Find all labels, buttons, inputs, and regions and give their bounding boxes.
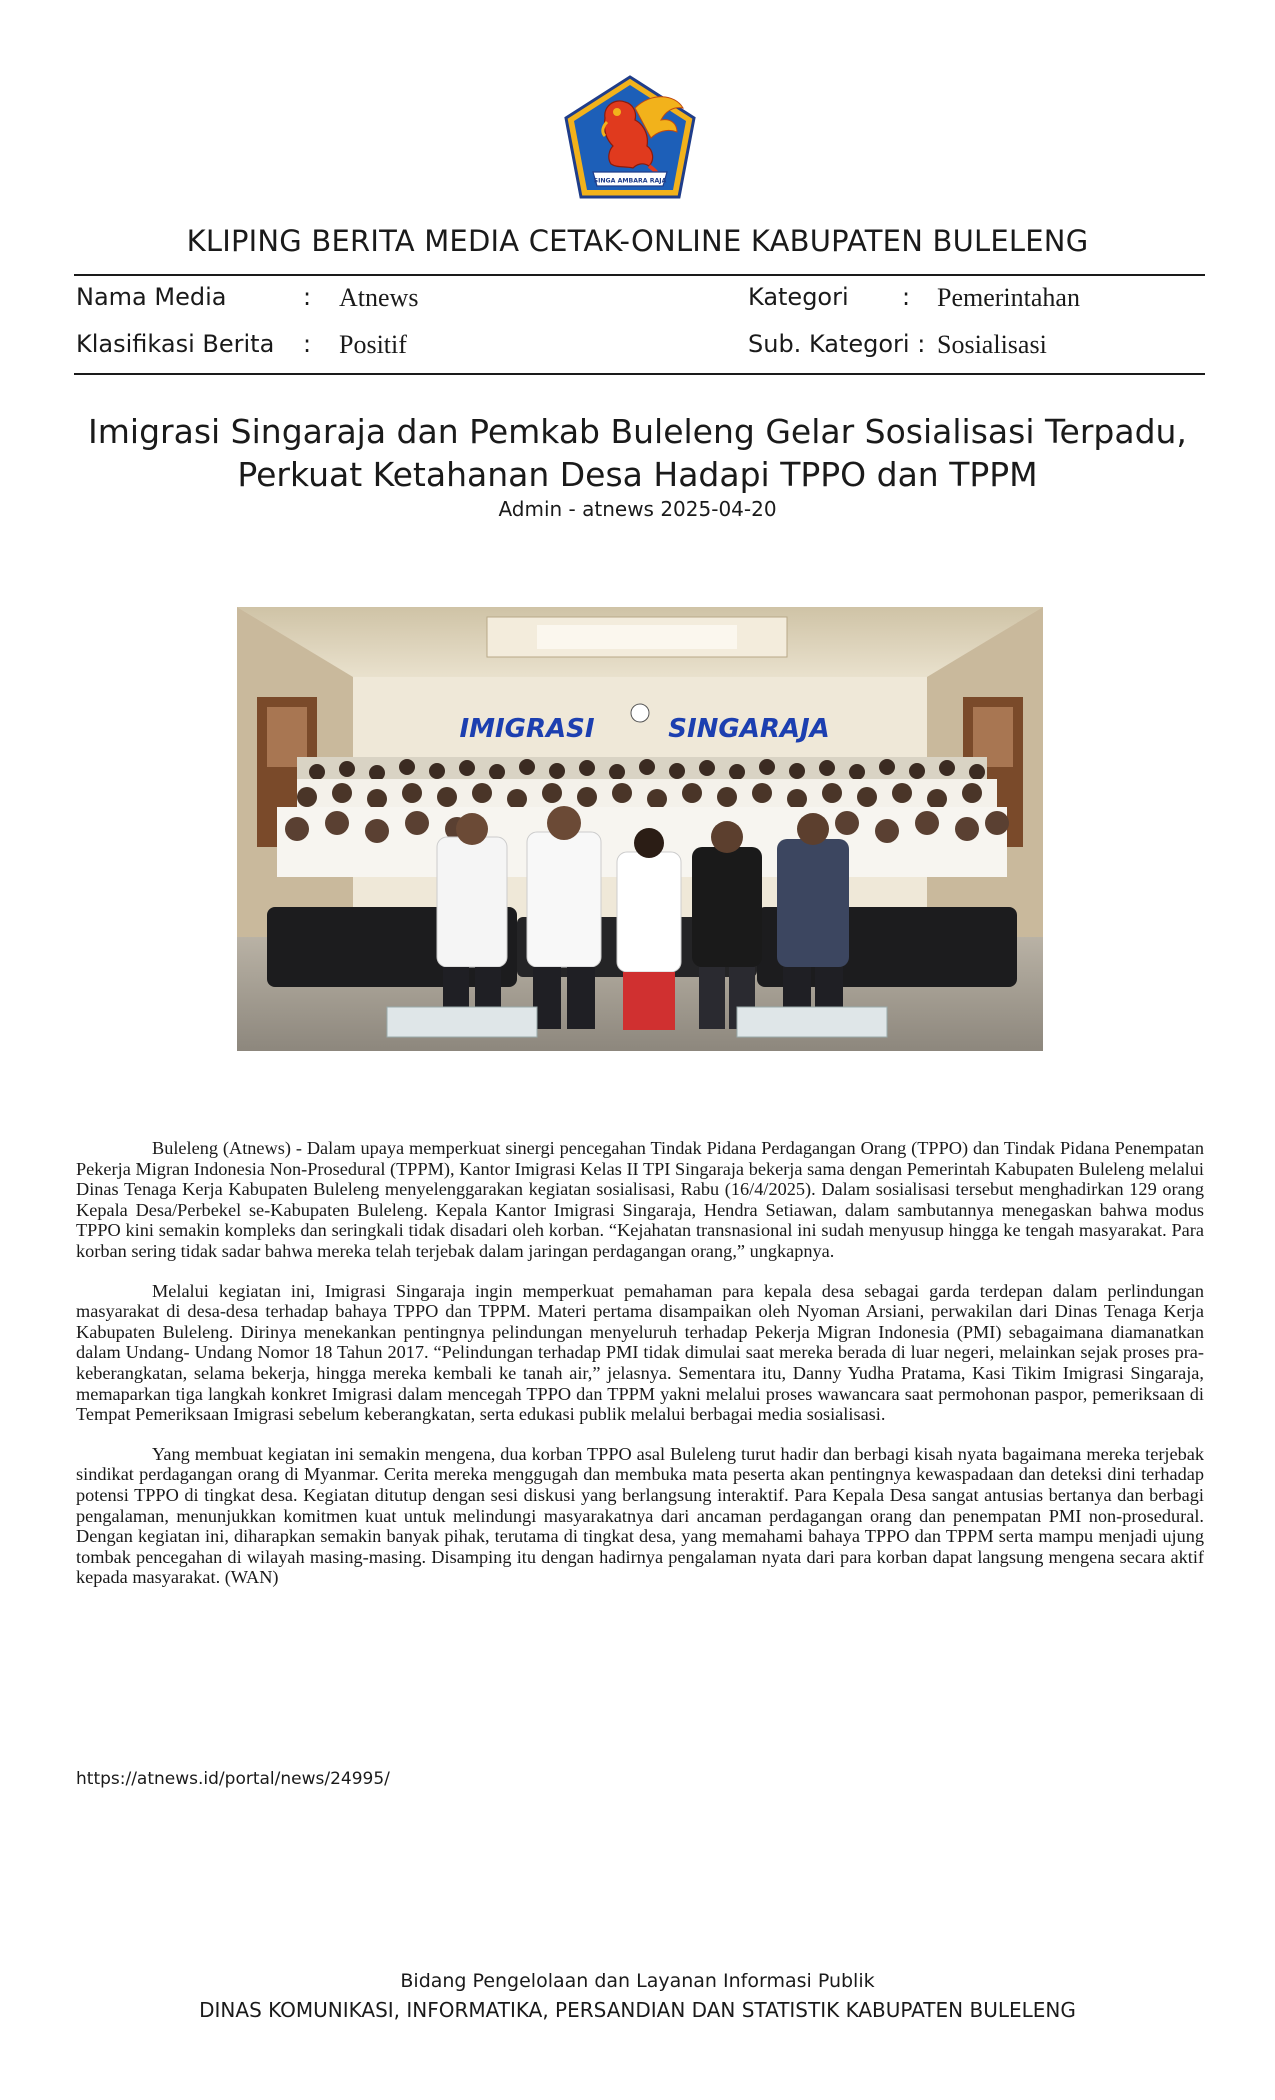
media-label: Nama Media [76, 283, 227, 311]
emblem-icon [563, 74, 697, 200]
article-title-line2: Perkuat Ketahanan Desa Hadapi TPPO dan TPPM [237, 455, 1038, 494]
article-body [76, 1138, 1204, 1607]
article-paragraph: Buleleng (Atnews) - Dalam upaya memperkuat sinergi pencegahan Tindak Pidana Perdagangan Orang (TPPO) dan Tindak Pidana Penempatan Pekerja Migran Indonesia Non-Prosedural (TPPM), Kantor Imigrasi Kelas II TPI Singaraja bekerja sama dengan Pemerintah Kabupaten Buleleng melalui Dinas Tenaga Kerja Kabupaten Buleleng menyelenggarakan kegiatan sosialisasi, Rabu (16/4/2025). Dalam sosialisasi tersebut menghadirkan 129 orang Kepala Desa/Perbekel se-Kabupaten Buleleng. Kepala Kantor Imigrasi Singaraja, Hendra Setiawan, dalam sambutannya menegaskan bahwa modus TPPO kini semakin kompleks dan seringkali tidak disadari oleh korban. “Kejahatan transnasional ini sudah menyusup hingga ke tengah masyarakat. Para korban sering tidak sadar bahwa mereka telah terjebak dalam jaringan perdagangan orang,” ungkapnya. [76, 1138, 1204, 1261]
front-row-officials [437, 806, 849, 1030]
article-paragraph: Yang membuat kegiatan ini semakin mengena, dua korban TPPO asal Buleleng turut hadir dan berbagi kisah nyata bagaimana mereka terjebak sindikat perdagangan orang di Myanmar. Cerita mereka menggugah dan membuka mata peserta akan pentingnya kewaspadaan dan deteksi dini terhadap potensi TPPO di tingkat desa. Kegiatan ditutup dengan sesi diskusi yang berlangsung interaktif. Para Kepala Desa sangat antusias bertanya dan berbagi pengalaman, menunjukkan komitmen kuat untuk melindungi masyarakatnya dari ancaman perdagangan orang dan penempatan PMI non-prosedural. Dengan kegiatan ini, diharapkan semakin banyak pihak, terutama di tingkat desa, yang memahami bahaya TPPO dan TPPM serta mampu menjadi ujung tombak pencegahan di wilayah masing-masing. Disamping itu dengan hadirnya pengalaman nyata dari para korban dapat langsung mengena secara aktif kepada masyarakat. (WAN) [76, 1443, 1204, 1588]
subkategori-label: Sub. Kategori : [748, 330, 926, 358]
kabupaten-buleleng-emblem [563, 74, 697, 200]
group-photo-illustration [237, 607, 1043, 1051]
article-photo [237, 607, 1043, 1051]
footer-department: Bidang Pengelolaan dan Layanan Informasi Publik [400, 1970, 875, 1992]
media-separator: : [303, 283, 312, 311]
source-url[interactable]: https://atnews.id/portal/news/24995/ [76, 1769, 390, 1789]
footer-agency: DINAS KOMUNIKASI, INFORMATIKA, PERSANDIAN DAN STATISTIK KABUPATEN BULELENG [199, 1998, 1076, 2022]
emblem-motto: SINGA AMBARA RAJA [593, 177, 667, 185]
subkategori-value: Sosialisasi [937, 330, 1047, 359]
header-divider-bottom [74, 373, 1205, 375]
clipping-header-title: KLIPING BERITA MEDIA CETAK-ONLINE KABUPATEN BULELENG [186, 224, 1089, 258]
klasifikasi-label: Klasifikasi Berita [76, 330, 275, 358]
klasifikasi-separator: : [303, 330, 312, 358]
header-divider-top [74, 274, 1205, 276]
klasifikasi-value: Positif [339, 330, 407, 359]
article-title [0, 410, 1275, 496]
kategori-value: Pemerintahan [937, 283, 1080, 312]
article-byline: Admin - atnews 2025-04-20 [498, 497, 777, 521]
article-paragraph: Melalui kegiatan ini, Imigrasi Singaraja ingin memperkuat pemahaman para kepala desa sebagai garda terdepan dalam perlindungan masyarakat di desa-desa terhadap bahaya TPPO dan TPPM. Materi pertama disampaikan oleh Nyoman Arsiani, perwakilan dari Dinas Tenaga Kerja Kabupaten Buleleng. Dirinya menekankan pentingnya pelindungan menyeluruh terhadap Pekerja Migran Indonesia (PMI) sebagaimana diamanatkan dalam Undang- Undang Nomor 18 Tahun 2017. “Pelindungan terhadap PMI tidak dimulai saat mereka berada di luar negeri, melainkan sejak proses pra-keberangkatan, selama bekerja, hingga mereka kembali ke tanah air,” jelasnya. Sementara itu, Danny Yudha Pratama, Kasi Tikim Imigrasi Singaraja, memaparkan tiga langkah konkret Imigrasi dalam mencegah TPPO dan TPPM yakni melalui proses wawancara saat permohonan paspor, pemeriksaan di Tempat Pemeriksaan Imigrasi sebelum keberangkatan, serta edukasi publik melalui berbagai media sosialisasi. [76, 1280, 1204, 1425]
photo-sign-right: SINGARAJA [668, 714, 830, 744]
kategori-separator: : [902, 283, 911, 311]
article-title-line1: Imigrasi Singaraja dan Pemkab Buleleng Gelar Sosialisasi Terpadu, [88, 412, 1187, 451]
kategori-label: Kategori [748, 283, 849, 311]
photo-sign-left: IMIGRASI [459, 714, 595, 744]
media-value: Atnews [339, 283, 419, 312]
